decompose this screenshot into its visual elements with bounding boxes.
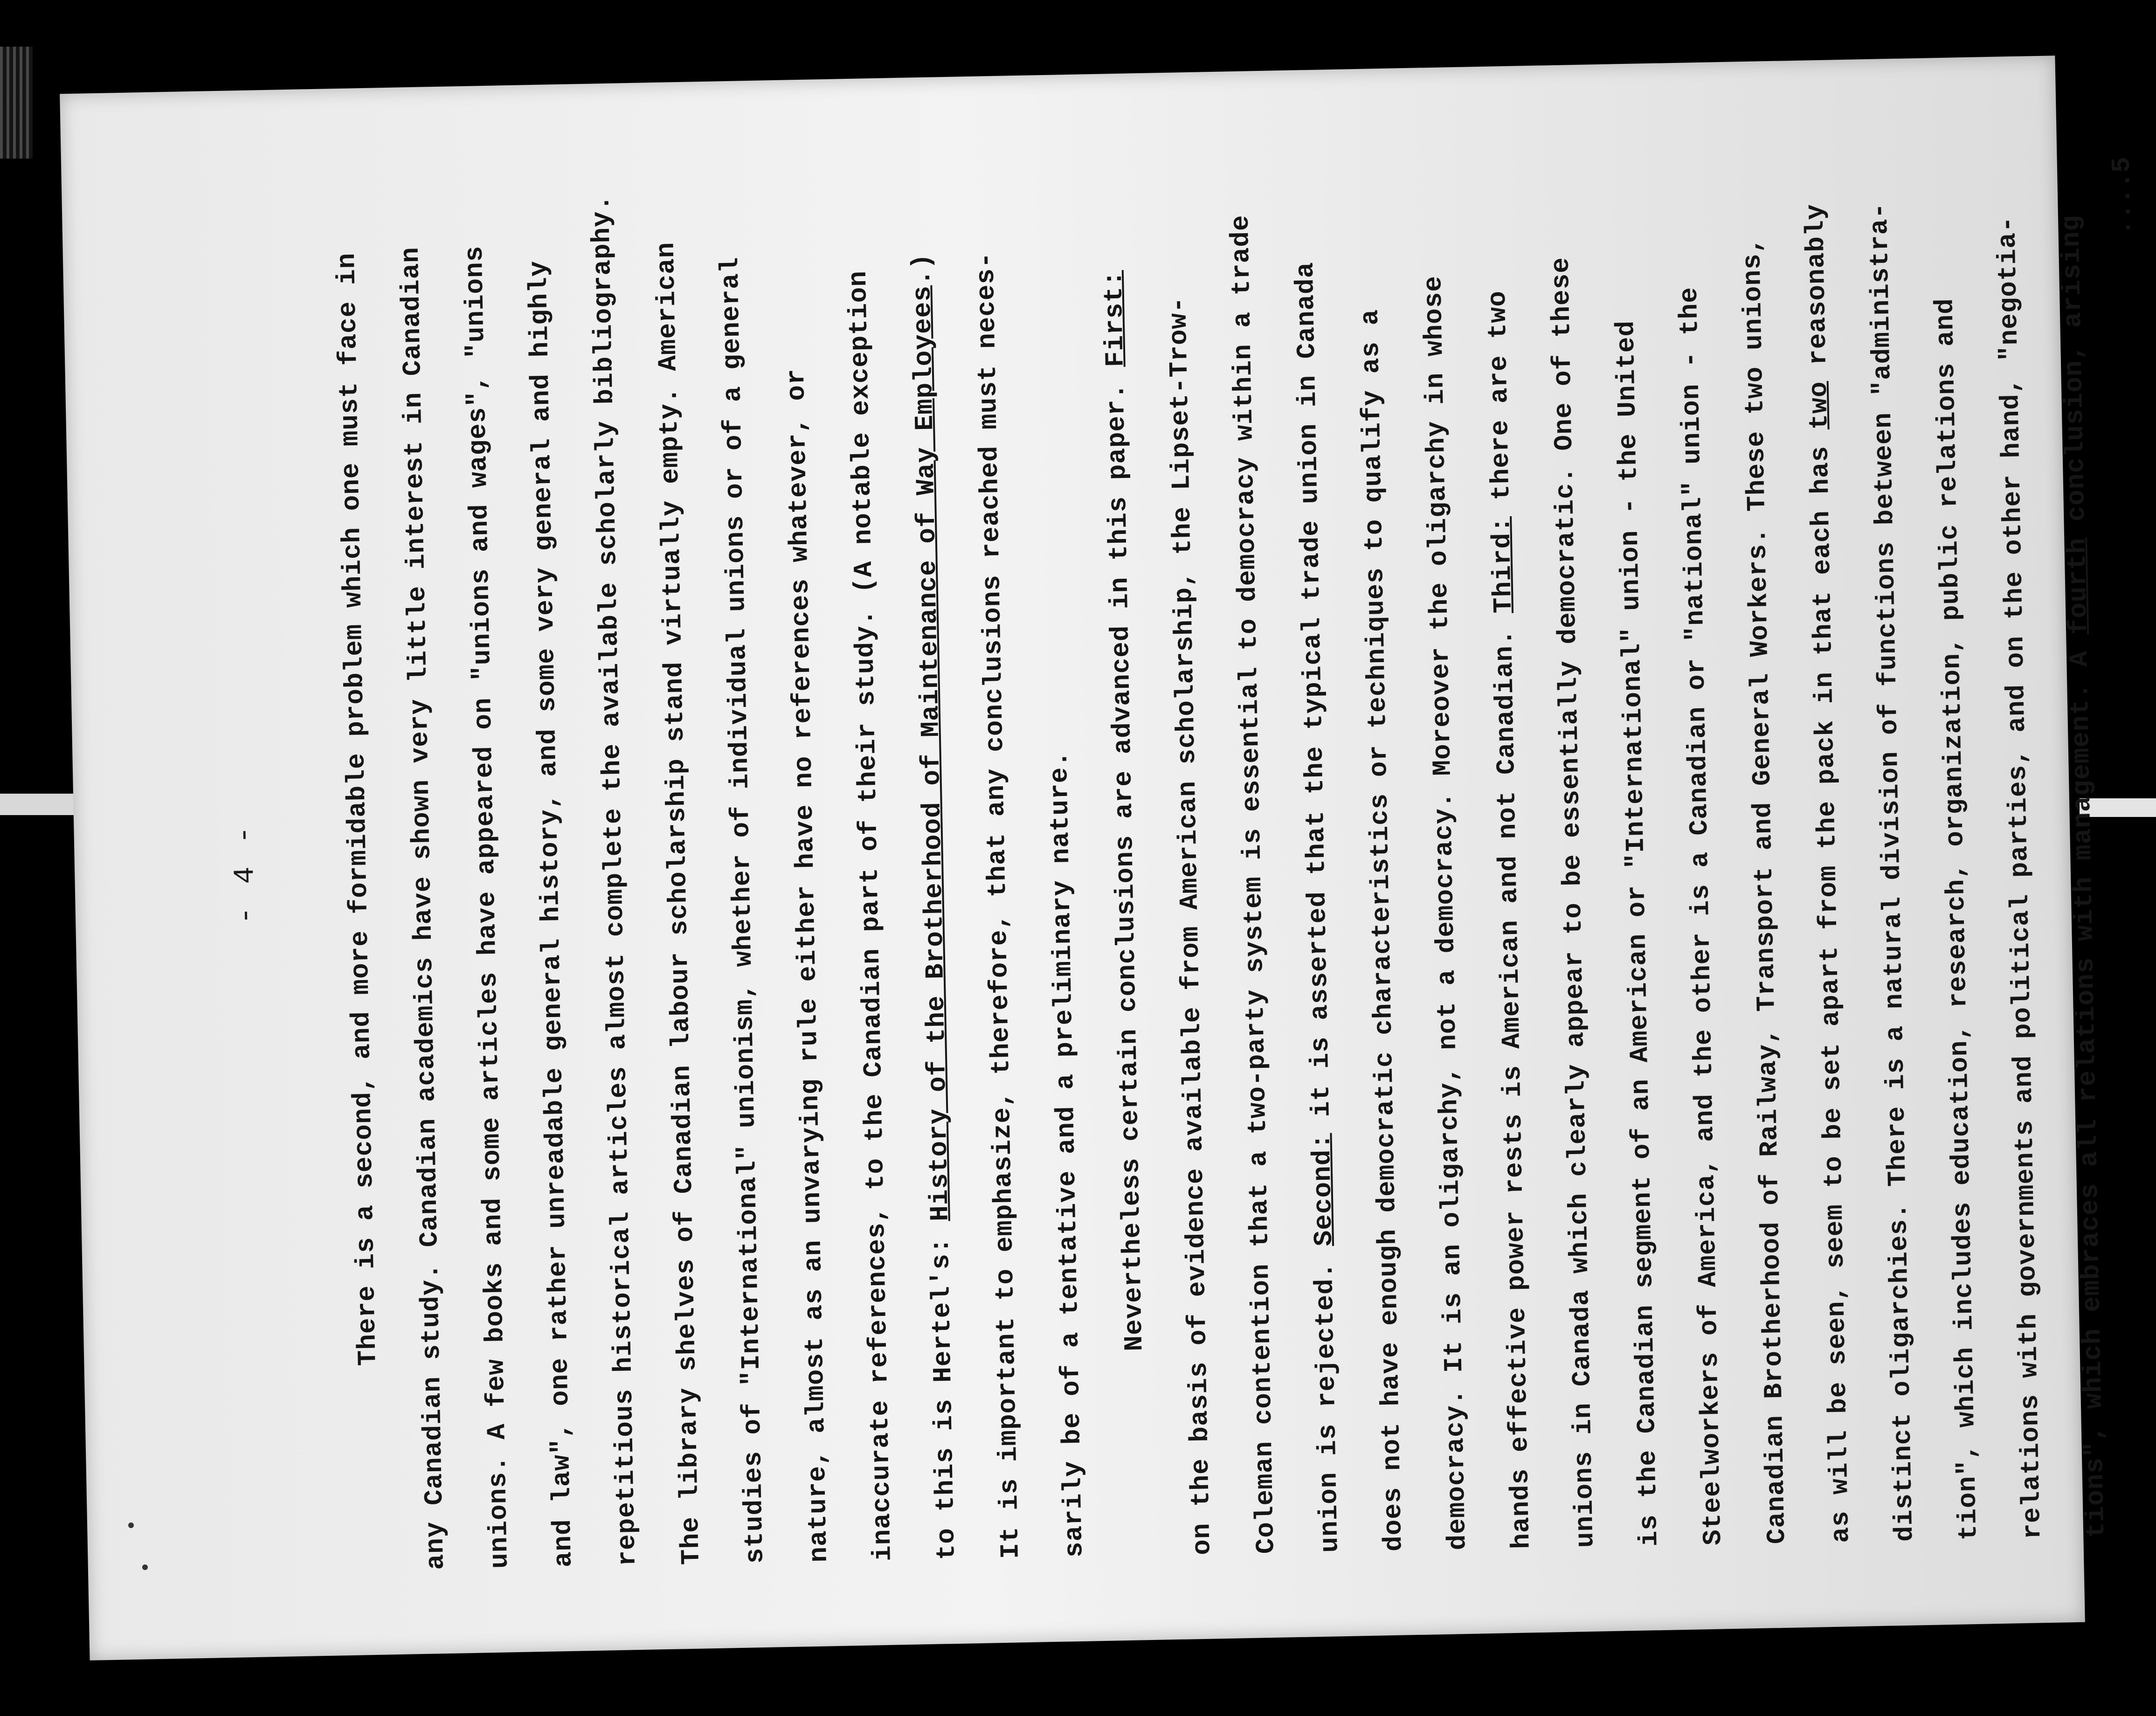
- line-text: Steelworkers of America, and the other is a Canadian or "national" union - the: [1674, 286, 1728, 1546]
- underlined-text: two: [1804, 381, 1835, 430]
- line-text: as will be seen, seem to be set apart from the pack in that each has: [1804, 429, 1856, 1543]
- line-text: repetitious historical articles almost complete the available scholarly bibliography.: [586, 194, 643, 1567]
- line-text: inaccurate references, to the Canadian part of their study. (A notable exception: [843, 270, 898, 1562]
- underlined-text: Third:: [1487, 516, 1519, 614]
- specks: [142, 1564, 148, 1570]
- line-text: tions", which embraces all relations with management. A: [2064, 634, 2112, 1538]
- line-text: It is important to emphasize, therefore, that any conclusions reached must neces-: [971, 251, 1026, 1559]
- line-text: distinct oligarchies. There is a natural division of functions between "administra-: [1864, 202, 1920, 1542]
- document-page: [60, 55, 2138, 1661]
- line-text: The library shelves of Canadian labour scholarship stand virtually empty. American: [651, 242, 706, 1565]
- page-number: - 4 -: [228, 823, 263, 925]
- body-text: [313, 138, 2128, 1571]
- line-text: unions in Canada which clearly appear to be essentially democratic. One of these: [1546, 256, 1601, 1548]
- line-text: Canadian Brotherhood of Railway, Transport and General Workers. These two unions,: [1737, 237, 1792, 1544]
- line-text: any Canadian study. Canadian academics have shown very little interest in Canadian: [395, 246, 451, 1571]
- line-text: it is asserted that the typical trade union in Canada: [1290, 262, 1337, 1134]
- specks: [128, 1522, 134, 1528]
- line-text: and law", one rather unreadable general history, and some very general and highly: [524, 260, 579, 1568]
- underlined-text: Second:: [1307, 1133, 1340, 1246]
- line-text: studies of "International" unionism, whether of individual unions or of a general: [715, 256, 770, 1564]
- rotated-text-block: [197, 142, 2138, 1574]
- line-text: to this is Hertel's:: [925, 1221, 962, 1561]
- line-text: relations with governments and political parties, and on the other hand, "negotia-: [1992, 215, 2048, 1540]
- line-text: reasonably: [1800, 203, 1834, 382]
- line-text: democracy. It is an oligarchy, not a democracy. Moreover the oligarchy in whose: [1418, 275, 1473, 1551]
- line-text: on the basis of evidence available from American scholarship, the Lipset-Trow-: [1163, 296, 1217, 1556]
- line-text: .): [907, 253, 938, 286]
- line-text: nature, almost as an unvarying rule either have no references whatever, or: [781, 368, 834, 1563]
- continued-marker: ....5: [2107, 156, 2138, 236]
- line-text: sarily be of a tentative and a preliminary nature.: [1044, 750, 1090, 1558]
- line-text: does not have enough democratic characteristics or techniques to qualify as a: [1355, 309, 1409, 1552]
- line-text: there are two: [1482, 290, 1517, 517]
- line-text: Coleman contention that a two-party system is essential to democracy within a trade: [1225, 214, 1281, 1554]
- line-text: union is rejected.: [1309, 1245, 1345, 1553]
- line-text: There is a second, and more formidable problem which one must face in: [332, 252, 383, 1366]
- film-edge-noise: [0, 47, 33, 159]
- underlined-text: First:: [1099, 270, 1131, 367]
- underlined-text: History of the Brotherhood of Maintenance of Way Employees: [907, 285, 955, 1222]
- film-strip-left: [0, 794, 75, 815]
- line-text: tion", which includes education, research, organization, public relations and: [1930, 298, 1984, 1541]
- line-text: is the Canadian segment of an American or "International" union - the United: [1611, 320, 1665, 1547]
- line-text: unions. A few books and some articles have appeared on "unions and wages", "unions: [459, 245, 515, 1569]
- line-text: Nevertheless certain conclusions are advanced in this paper.: [1100, 367, 1150, 1352]
- line-text: hands effective power rests is American and not Canadian.: [1489, 613, 1537, 1550]
- line-text: conclusion, arising: [2056, 214, 2093, 538]
- underlined-text: fourth: [2062, 537, 2094, 635]
